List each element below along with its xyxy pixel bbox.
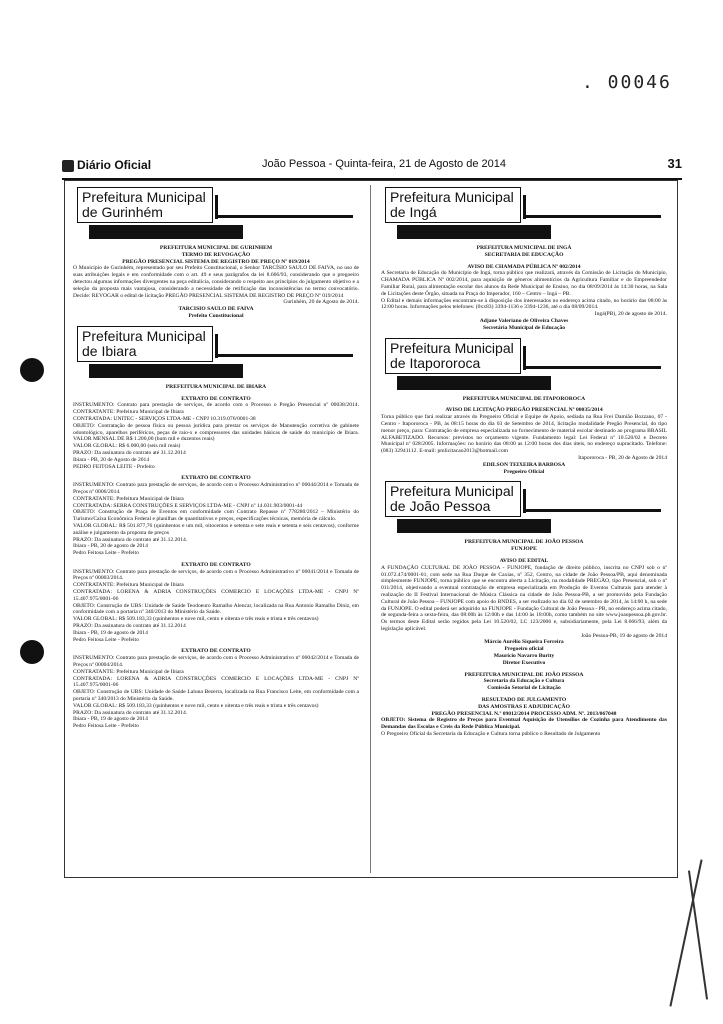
notice-date: Ingá(PB), 20 de agosto de 2014. [594, 311, 667, 318]
page-number: 31 [667, 156, 682, 171]
punch-hole-icon [20, 358, 44, 382]
notice-body: INSTRUMENTO: Contrato para prestação de serviços, de acordo com o Processo o Pregão Presencial nº 00038/2014. CONTRATANTE: Prefeitura Municipal de Ibiara [73, 402, 359, 416]
notice-date: Ibiara - PB, 20 de Agosto de 2014 [73, 456, 150, 463]
signatory-role: Secretária Municipal de Educação [482, 324, 566, 331]
notice-body: VALOR GLOBAL: R$ 501.877,76 (quinhentos e um mil, oitocentos e setenta e sete reais e setenta e seis centavos), conforme análise e julgamento da proposta de preços [73, 522, 359, 536]
signatory-name: TARCISIO SAULO DE FAIVA [178, 306, 254, 313]
notice-ibiara-1 [69, 384, 363, 471]
notice-date: João Pessoa-PB, 19 de agosto de 2014 [581, 632, 667, 639]
notice-heading: AVISO DE EDITAL [499, 557, 549, 564]
signatory-name: EDILSON TEIXEIRA BARBOSA [482, 461, 566, 468]
redaction-bar [397, 519, 551, 533]
notice-heading: SECRETARIA DE EDUCAÇÃO [484, 251, 564, 258]
notice-body: VALOR GLOBAL: R$ 6.000,00 (seis mil reais) [73, 443, 181, 450]
notice-body: CONTRATADA: SERRA CONSTRUÇÕES E SERVIÇOS LTDA-ME - CNPJ nº 14.031.903/0001-44 [73, 502, 303, 509]
gazette-logo [62, 158, 151, 172]
notice-date: Ibiara - PB, 19 de agosto de 2014 [73, 716, 148, 723]
left-column [69, 181, 363, 877]
gazette-page [64, 180, 678, 878]
notice-body: CONTRATANTE: Prefeitura Municipal de Ibiara [73, 668, 184, 675]
signatory-name: PEDRO FEITOSA LEITE - Prefeito [73, 463, 155, 470]
notice-body: O Pregoeiro Oficial da Secretaria da Educação e Cultura torna público o Resultado de Julgamento [381, 731, 601, 738]
signatory-name: Adjane Valeriano de Oliveira Chaves [479, 317, 569, 324]
notice-joao-pessoa [377, 539, 671, 738]
notice-heading: PREFEITURA MUNICIPAL DE INGÁ [476, 245, 572, 251]
redaction-bar [89, 364, 243, 378]
notice-date: Itapororoca - PB, 20 de Agosto de 2014 [578, 454, 667, 461]
notice-ibiara-3 [69, 562, 363, 644]
notice-body: CONTRATADA: LORENA & ADRIA CONSTRUÇÕES COMERCIO E LOCAÇÕES LTDA-ME - CNPJ Nº 15.407.975/0001-06 [73, 589, 359, 602]
notice-body: OBJETO: Sistema de Registro de Preços para Eventual Aquisição de Utensílios de Cozinha para Atendimento das Demandas das Escolas e Creis da Rede Pública Municipal. [381, 717, 667, 731]
notice-body: INSTRUMENTO: Contrato para prestação de serviços, de acordo com o Processo Administrativo nº 00044/2014 e Tomada de Preços nº 0006/2014. [73, 482, 359, 495]
notice-body: CONTRATANTE: Prefeitura Municipal de Ibiara [73, 582, 184, 589]
archive-stamp-number: . 00046 [582, 72, 672, 93]
notice-heading: PREFEITURA MUNICIPAL DE JOÃO PESSOA [464, 671, 584, 678]
section-title: Prefeitura Municipal de Ibiara [77, 326, 213, 362]
section-title: Prefeitura Municipal de Gurinhém [77, 187, 213, 223]
gazette-brand: Diário Oficial [77, 158, 152, 172]
section-header-ibiara [69, 324, 363, 384]
signatory-name: Maurício Navarro Burity [493, 653, 555, 660]
notice-body: VALOR GLOBAL: R$ 509.183,33 (quinhentos e nove mil, cento e oitenta e três reais e trinta e três centavos) [73, 616, 319, 623]
notice-heading: EXTRATO DE CONTRATO [181, 475, 251, 482]
redaction-bar [89, 225, 243, 239]
notice-inga [377, 245, 671, 332]
signatory-role: Prefeito Constitucional [188, 312, 244, 319]
notice-body: PRAZO: Da assinatura do contrato até 31.12.2014. [73, 536, 188, 543]
handwritten-signature [688, 870, 708, 999]
signatory-role: Pregoeiro oficial [504, 646, 544, 653]
notice-body: CONTRATANTE: Prefeitura Municipal de Ibiara [73, 495, 184, 502]
notice-date: Ibiara - PB, 19 de agosto de 2014 [73, 629, 148, 636]
notice-heading: FUNJOPE [511, 546, 537, 553]
signatory-role: Pregoeiro Oficial [503, 468, 545, 475]
section-header-inga [377, 185, 671, 245]
signatory-name: Pedro Feitosa Leite - Prefeito [73, 636, 139, 643]
section-header-gurinhem [69, 185, 363, 245]
redaction-bar [397, 225, 551, 239]
notice-heading: PREFEITURA MUNICIPAL DE ITAPOROROCA [462, 395, 586, 402]
notice-body: OBJETO: Construção de UBS: Unidade de Saúde Teodoeuro Ramalho Alencar, localizada na Rua Antonio Ramalho Diniz, em conformidade com a portaria nº 340/2013 do Ministério da Saúde. [73, 602, 359, 616]
signatory-name: Márcio Aurélio Siqueira Ferreira [484, 639, 564, 646]
notice-body: Torna público que fará realizar através do Pregoeiro Oficial e Equipe de Apoio, sediada na Rua Frei Damião Bozzano, 07 - Centro - Itapororoca - PB, às 08:15 horas do dia 03 de Setembro de 2014, licitação modalidade Pregão Presencial, do tipo menor preço, para: Contratação de empresa especializada no fornecimento de material escolar destinado ao programa BRASIL ALFABETIZADO. Recursos: previstos no orçamento vigente. Fundamento legal: Lei Federal nº 10.520/02 e Decreto Municipal nº 028/2005. Informações: no horário das 08:00 as 12:00 horas dos dias úteis, no endereço supracitado. Telefone: (083) 32941112. E-mail: pmlicitacao2013@hotmail.com [381, 414, 667, 455]
notice-heading: AVISO DE LICITAÇÃO PREGÃO PRESENCIAL Nº 00035/2014 [445, 407, 603, 414]
notice-body: O Edital e demais informações encontram-se à disposição dos interessados no endereço acima citado, no horário das 08:00 às 12:00 horas. Informações pelos telefones: (0xx83) 3394-1136 e 3394-1236, até o dia 08/09/2014. [381, 297, 667, 311]
notice-heading: DAS AMOSTRAS E ADJUDICAÇÃO [478, 703, 570, 710]
notice-date: Ibiara - PB, 20 de agosto de 2014 [73, 543, 148, 550]
notice-heading: PREFEITURA MUNICIPAL DE JOÃO PESSOA [464, 539, 584, 546]
notice-heading: Secretaria da Educação e Cultura [483, 678, 565, 685]
notice-body: A Secretaria de Educação do Município de Ingá, torna público que realizará, através da Comissão de Licitação do Município, CHAMADA PÚBLICA Nº 002/2014, para aquisição de gêneros alimentícios da Agricultura Familiar e do Empreendedor Familiar Rural, para alimentação escolar dos alunos da Rede Municipal de Ensino, no dia 08/09/2014 às 14:30 horas, na Sala de Licitações deste Órgão, situada na Praça do Imperador, 160 – Centro – Ingá – PB. [381, 270, 667, 297]
notice-heading: EXTRATO DE CONTRATO [181, 395, 251, 402]
notice-body: CONTRATADA: UNITEC - SERVIÇOS LTDA-ME - CNPJ 10.319.076/0001-38 [73, 415, 256, 422]
notice-ibiara-4 [69, 648, 363, 730]
crest-icon [62, 160, 74, 172]
notice-heading: PREGÃO PRESENCIAL N.º 09012/2014 PROCESSO ADM. Nº. 2013/067048 [431, 710, 617, 717]
notice-body: PRAZO: Da assinatura do contrato até 31.12.2014 [73, 623, 186, 630]
section-title: Prefeitura Municipal de Itapororoca [385, 338, 521, 374]
notice-ibiara-2 [69, 475, 363, 557]
signatory-role: Diretor Executivo [502, 659, 546, 666]
redaction-bar [397, 376, 551, 390]
notice-body: OBJETO: Construção de Praça de Eventos em conformidade com Contrato Repasse nº 778280/2012 – Ministério do Turismo/Caixa Econômica Federal e planilhas de quantitativos e preços, especificações técnicas, memória de cálculo. [73, 509, 359, 523]
signatory-name: Pedro Feitosa Leite - Prefeito [73, 550, 139, 557]
notice-heading: PREFEITURA MUNICIPAL DE GURINHEM [159, 245, 273, 251]
notice-body: INSTRUMENTO: Contrato para prestação de serviços, de acordo com o Processo Administrativo nº 00042/2014 e Tomada de Preços nº 00004/2014. [73, 655, 359, 669]
column-divider [370, 185, 371, 873]
notice-heading: AVISO DE CHAMADA PÚBLICA Nº 002/2014 [467, 263, 581, 270]
notice-body: OBJETO: Construção de UBS: Unidade de Saúde Laluna Bezerra, localizada na Rua Francisco Leite, em conformidade com a portaria nº 340/2013 do Ministério da Saúde. [73, 689, 359, 703]
notice-body: VALOR GLOBAL: R$ 509.183,33 (quinhentos e nove mil, cento e oitenta e três reais e trinta e três centavos) [73, 702, 319, 709]
notice-body: O Município de Gurinhém, representado por seu Prefeito Constitucional, o Senhor TARCÍSIO SAULO DE FAIVA, no uso de suas atribuições legais e em conformidade com o art. 49 e seus parágrafos da lei 8.666/93, considerando que o pregoeiro detectou algumas informações divergentes na peça editalícia, considerando o respeito aos princípios do julgamento objetivo e a seleção da proposta mais vantajosa, considerando a necessidade de retificação das inconsistências no termo convocatório. Decide: REVOGAR o edital de licitação PREGÃO PRESENCIAL SISTEMA DE REGISTRO DE PREÇO Nº 019/2014 [73, 265, 359, 299]
notice-body: OBJETO: Contratação de pessoa física ou pessoa jurídica para prestar os serviços de Manutenção corretiva de gabinete odontológico, aparelhos periféricos, peças de raio-x e compressores das unidades básicas de saúde do município de Ibiara. VALOR MENSAL DE R$ 1.200,00 (hum mil e duzentos reais) [73, 422, 359, 443]
notice-date: Gurinhém, 20 de Agosto de 2014. [283, 299, 359, 306]
notice-heading: EXTRATO DE CONTRATO [181, 648, 251, 655]
notice-itapororoca [377, 396, 671, 476]
section-title: Prefeitura Municipal de João Pessoa [385, 481, 521, 517]
gazette-header [62, 156, 682, 180]
notice-body: CONTRATADA: LORENA & ADRIA CONSTRUÇÕES COMERCIO E LOCAÇÕES LTDA-ME - CNPJ Nº 15.407.975/0001-06 [73, 675, 359, 689]
notice-body: PRAZO: Da assinatura do contrato até 31.12.2014. [73, 709, 188, 716]
notice-heading: PREFEITURA MUNICIPAL DE IBIARA [165, 383, 267, 390]
notice-heading: RESULTADO DE JULGAMENTO [481, 697, 567, 704]
section-header-itapororoca [377, 336, 671, 396]
notice-heading: EXTRATO DE CONTRATO [181, 561, 251, 568]
section-title: Prefeitura Municipal de Ingá [385, 187, 521, 223]
section-header-joao-pessoa [377, 479, 671, 539]
notice-heading: Comissão Setorial de Licitação [487, 685, 561, 692]
punch-hole-icon [20, 640, 44, 664]
notice-body: INSTRUMENTO: Contrato para prestação de serviços, de acordo com o Processo Administrativo nº 00041/2014 e Tomada de Preços nº 00003/2014. [73, 568, 359, 582]
notice-body: A FUNDAÇÃO CULTURAL DE JOÃO PESSOA - FUNJOPE, fundação de direito público, inscrita no CNPJ sob o nº 01.072.474/0001-01, com sede na Rua Duque de Caxias, nº 352, Centro, na cidade de João Pessoa/PB, aqui denominada simplesmente FUNJOPE, torna público que se encontra aberta a Licitação, na modalidade PREGÃO, tipo Presencial, sob o nº 011/2014, objetivando a eventual contratação de empresa especializada em Produção de Eventos Culturais para atender à realização do II Festival Internacional de Música Clássica na cidade de João Pessoa-PB, a ser promovido pela Fundação Cultural de João Pessoa – FUNJOPE com apoio do BNDES, a ser realizado no dia 02 de setembro de 2014, às 14:00 h, na sede da FUNJOPE. O edital poderá ser adquirido na FUNJOPE - Fundação Cultural de João Pessoa - PB, no endereço acima citado, de segunda-feira a sexta-feira, das 08:00h às 12:00h e das 14:00 às 18:00h, como também no site www.joaopessoa.pb.gov.br. Os termos deste Edital serão regidos pela Lei 10.520/02, LC 123/2006 e, subsidiariamente, pela Lei 8.666/93, além da legislação aplicável. [381, 564, 667, 632]
notice-gurinhem [69, 245, 363, 320]
notice-heading: PREGÃO PRESENCIAL SISTEMA DE REGISTRO DE PREÇO Nº 019/2014 [122, 258, 310, 265]
notice-body: PRAZO: Da assinatura do contrato até 31.12.2014 [73, 449, 186, 456]
notice-heading: TERMO DE REVOGAÇÃO [181, 251, 251, 258]
signatory-name: Pedro Feitosa Leite - Prefeito [73, 723, 139, 730]
gazette-dateline: João Pessoa - Quinta-feira, 21 de Agosto de 2014 [262, 158, 506, 170]
right-column [377, 181, 671, 877]
